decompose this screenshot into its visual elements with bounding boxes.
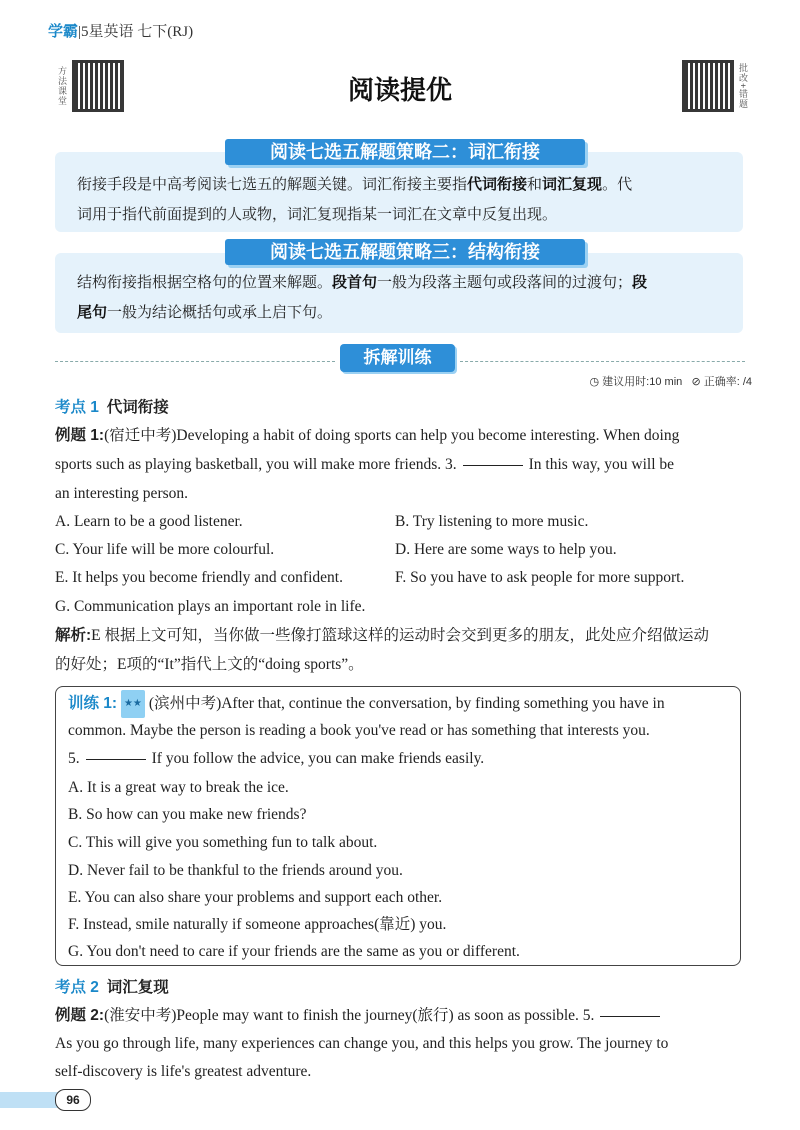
option: E. It helps you become friendly and confident. <box>55 569 343 586</box>
page-bar <box>0 1092 60 1108</box>
example1-line3: an interesting person. <box>55 485 189 502</box>
difficulty-stars: ★★ <box>121 690 145 718</box>
option: F. So you have to ask people for more support. <box>395 569 685 586</box>
point1-heading: 考点 1 代词衔接 <box>55 399 169 416</box>
brand-header <box>48 20 193 41</box>
answer-blank[interactable] <box>86 758 146 760</box>
training1-line2: common. Maybe the person is reading a book you've read or has something that interests you. <box>68 722 650 739</box>
option: G. You don't need to care if your friends are the same as you or different. <box>68 943 520 960</box>
answer-blank[interactable] <box>600 1015 660 1017</box>
section-tag: 拆解训练 <box>340 344 455 372</box>
option: A. It is a great way to break the ice. <box>68 779 289 796</box>
strategy3-banner: 阅读七选五解题策略三：结构衔接 <box>225 239 585 265</box>
option: G. Communication plays an important role in life. <box>55 598 366 615</box>
brand-logo: 学霸 <box>48 24 79 40</box>
example2-line1: 例题 2:(淮安中考)People may want to finish the journey(旅行) as soon as possible. 5. <box>55 1002 666 1030</box>
option: C. This will give you something fun to talk about. <box>68 834 378 851</box>
right-qr-label: 批改+错题 <box>738 62 748 110</box>
page-number: 96 <box>55 1089 91 1111</box>
answer-blank[interactable] <box>463 464 523 466</box>
divider-right <box>460 361 745 362</box>
point2-heading: 考点 2 词汇复现 <box>55 979 169 996</box>
strategy3-line2: 尾句一般为结论概括句或承上启下句。 <box>77 305 333 321</box>
strategy2-line1: 衔接手段是中高考阅读七选五的解题关键。词汇衔接主要指代词衔接和词汇复现。代 <box>77 177 633 193</box>
accuracy-rate: ⊘ 正确率: /4 <box>691 376 752 388</box>
divider-left <box>55 361 335 362</box>
strategy2-line2: 词用于指代前面提到的人或物，词汇复现指某一词汇在文章中反复出现。 <box>77 207 558 223</box>
strategy3-box <box>55 253 743 333</box>
analysis-line2: 的好处；E项的“It”指代上文的“doing sports”。 <box>55 656 364 673</box>
option: F. Instead, smile naturally if someone approaches(靠近) you. <box>68 916 447 933</box>
option: D. Here are some ways to help you. <box>395 541 617 558</box>
left-qr-label: 方法课堂 <box>57 66 67 106</box>
example1-line1: 例题 1:(宿迁中考)Developing a habit of doing sports can help you become interesting. When doing <box>55 427 680 444</box>
analysis-line1: 解析:E 根据上文可知，当你做一些像打篮球这样的运动时会交到更多的朋友，此处应介绍做运动 <box>55 627 710 644</box>
option: E. You can also share your problems and support each other. <box>68 889 443 906</box>
option: B. So how can you make new friends? <box>68 806 307 823</box>
page-title: 阅读提优 <box>347 75 452 105</box>
suggested-time: ◷ 建议用时:10 min <box>589 376 683 388</box>
example2-line2: As you go through life, many experiences can change you, and this helps you grow. The journey to <box>55 1035 669 1052</box>
training1-line1: 训练 1: ★★ (滨州中考)After that, continue the conversation, by finding something you have in <box>68 690 665 718</box>
section-meta <box>590 373 752 389</box>
example1-line2: sports such as playing basketball, you will make more friends. 3. In this way, you will be <box>55 456 675 473</box>
training1-line3: 5. If you follow the advice, you can make friends easily. <box>68 750 485 767</box>
example2-line3: self-discovery is life's greatest adventure. <box>55 1063 312 1080</box>
book-title: |5星英语 七下(RJ) <box>78 24 194 40</box>
strategy3-line1: 结构衔接指根据空格句的位置来解题。段首句一般为段落主题句或段落间的过渡句；段 <box>77 275 648 291</box>
strategy2-banner: 阅读七选五解题策略二：词汇衔接 <box>225 139 585 165</box>
option: B. Try listening to more music. <box>395 513 589 530</box>
option: D. Never fail to be thankful to the friends around you. <box>68 862 403 879</box>
option: A. Learn to be a good listener. <box>55 513 243 530</box>
option: C. Your life will be more colourful. <box>55 541 275 558</box>
